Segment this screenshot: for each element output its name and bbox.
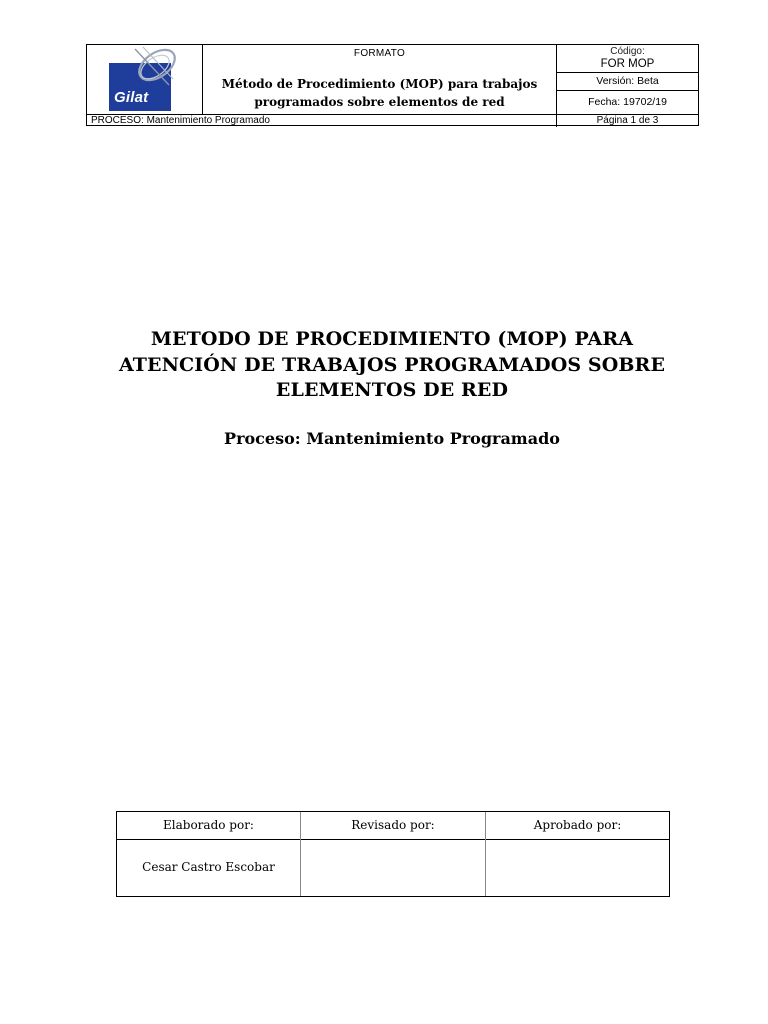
logo-cell bbox=[87, 45, 203, 114]
proceso-row bbox=[87, 114, 698, 126]
document-title bbox=[207, 75, 552, 111]
approval-header: Aprobado por: bbox=[486, 812, 669, 840]
main-title-line: ATENCIÓN DE TRABAJOS PROGRAMADOS SOBRE bbox=[118, 353, 666, 376]
codigo-value: FOR MOP bbox=[600, 58, 655, 70]
page-number: Página 1 de 3 bbox=[596, 115, 659, 126]
document-meta bbox=[557, 45, 698, 114]
approval-value bbox=[301, 839, 485, 896]
codigo-field bbox=[557, 45, 698, 73]
document-title-line: programados sobre elementos de red bbox=[254, 95, 505, 109]
codigo-label: Código: bbox=[610, 46, 645, 57]
version-field: Versión: Beta bbox=[557, 73, 698, 91]
main-title bbox=[84, 327, 700, 404]
process-subtitle: Proceso: Mantenimiento Programado bbox=[224, 429, 560, 448]
approval-column-revisado bbox=[301, 812, 486, 896]
document-header bbox=[86, 44, 699, 126]
approval-header: Elaborado por: bbox=[117, 812, 300, 840]
approval-header: Revisado por: bbox=[301, 812, 485, 840]
main-title-line: METODO DE PROCEDIMIENTO (MOP) PARA bbox=[150, 328, 634, 350]
title-cell bbox=[203, 45, 557, 114]
proceso-label: PROCESO: Mantenimiento Programado bbox=[91, 115, 270, 126]
approval-column-aprobado bbox=[486, 812, 669, 896]
satellite-orbit-icon bbox=[125, 45, 185, 93]
approval-column-elaborado bbox=[117, 812, 301, 896]
main-title-line: ELEMENTOS DE RED bbox=[275, 379, 509, 401]
approval-value bbox=[486, 839, 669, 896]
approval-table bbox=[116, 811, 670, 897]
fecha-field: Fecha: 19702/19 bbox=[588, 96, 667, 108]
approval-value: Cesar Castro Escobar bbox=[142, 860, 275, 874]
document-title-line: Método de Procedimiento (MOP) para trabajos bbox=[221, 77, 538, 91]
logo-text: Gilat bbox=[114, 89, 149, 106]
formato-label: FORMATO bbox=[353, 48, 406, 59]
